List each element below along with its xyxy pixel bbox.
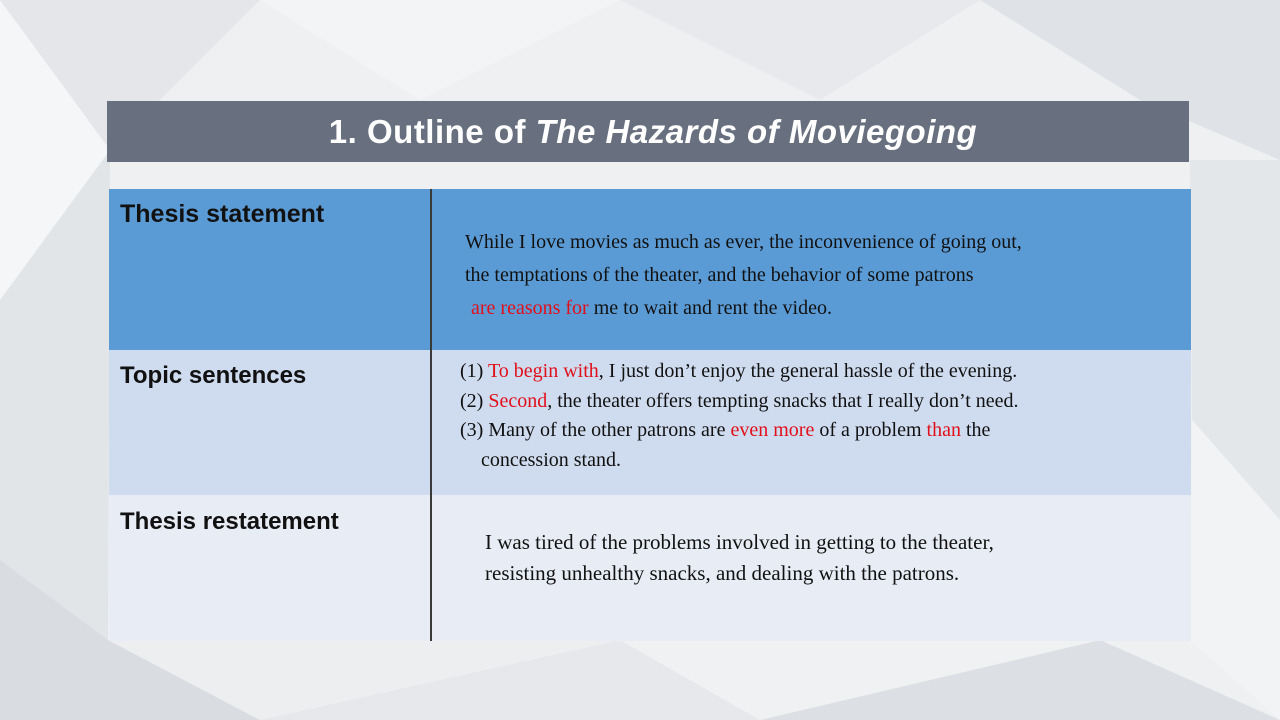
column-divider [430, 189, 432, 641]
thesis-statement-row [109, 189, 1191, 350]
text-line [485, 558, 994, 589]
thesis-restatement-label: Thesis restatement [120, 508, 339, 535]
text-segment: (2) [460, 389, 489, 412]
text-segment: of a problem [814, 419, 927, 441]
text-line [465, 259, 1022, 292]
text-segment: the temptations of the theater, and the behavior of some patrons [465, 264, 974, 286]
text-segment: (3) Many of the other patrons are [460, 419, 731, 441]
text-line [460, 416, 1019, 446]
slide-title-bar [107, 101, 1189, 162]
text-segment: , I just don’t enjoy the general hassle of the evening. [598, 360, 1018, 382]
text-segment: I was tired of the problems involved in getting to the theater, [485, 530, 994, 554]
text-line [460, 357, 1019, 387]
text-line [465, 292, 1022, 325]
thesis-statement-text [465, 226, 1022, 325]
text-segment: me to wait and rent the video. [588, 297, 832, 319]
slide-title [329, 113, 977, 151]
highlighted-phrase: To begin with [487, 360, 599, 382]
thesis-statement-label: Thesis statement [120, 200, 325, 228]
highlighted-phrase: Second [488, 389, 548, 412]
highlighted-phrase: than [926, 419, 961, 441]
text-segment: While I love movies as much as ever, the inconvenience of going out, [465, 231, 1022, 253]
outline-table [109, 189, 1191, 641]
thesis-restatement-text [485, 527, 994, 589]
text-line [465, 226, 1022, 259]
thesis-restatement-row [109, 495, 1191, 641]
text-line [460, 387, 1019, 417]
text-segment: (1) [460, 360, 488, 382]
text-segment: the [960, 419, 991, 441]
highlighted-phrase: are reasons for [471, 297, 589, 319]
text-segment: , the theater offers tempting snacks that I really don’t need. [547, 389, 1019, 412]
topic-sentences-label: Topic sentences [120, 362, 307, 389]
highlighted-phrase: even more [730, 419, 815, 441]
topic-sentences-row [109, 350, 1191, 495]
slide-title-prefix: 1. Outline of [328, 112, 536, 150]
topic-sentences-text [460, 357, 1019, 475]
text-line [485, 527, 994, 558]
text-segment: resisting unhealthy snacks, and dealing with the patrons. [485, 561, 960, 585]
text-line [460, 446, 1019, 476]
text-segment: concession stand. [481, 448, 621, 471]
slide-title-italic: The Hazards of Moviegoing [535, 112, 978, 150]
